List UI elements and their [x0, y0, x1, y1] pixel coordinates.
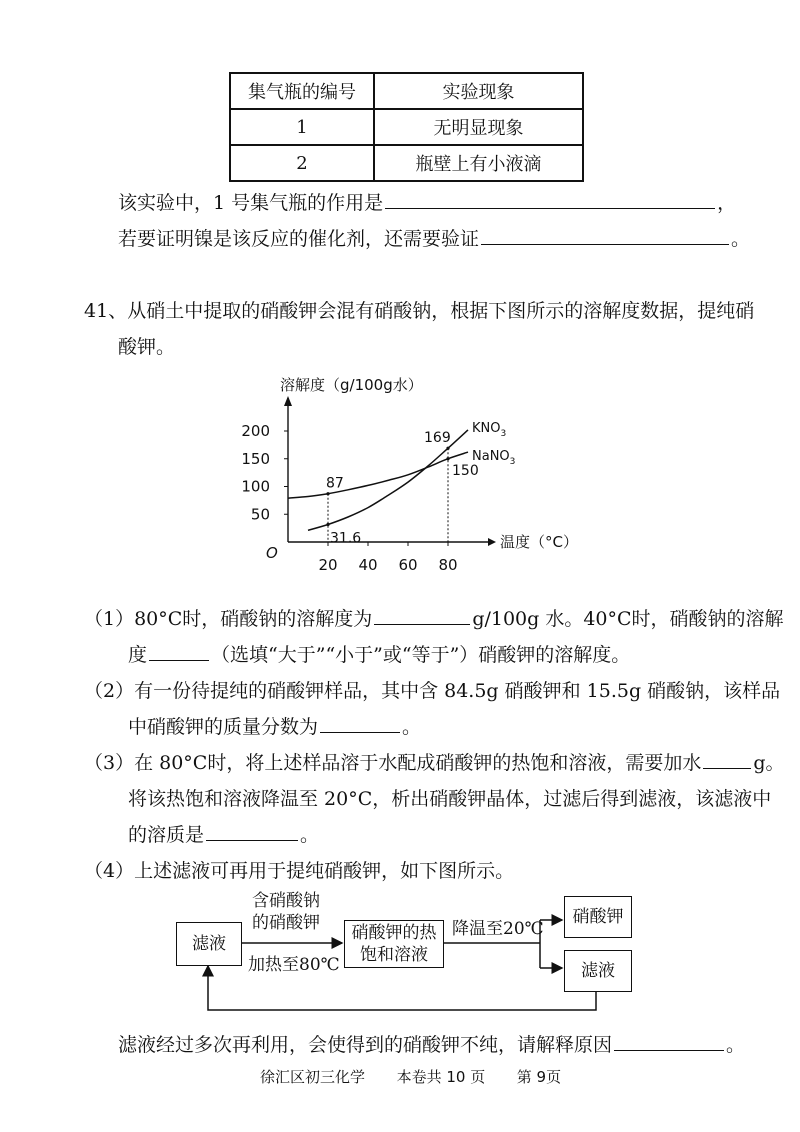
- arrow-label-cool: 降温至20℃: [452, 919, 544, 939]
- question-text: g。: [753, 752, 785, 774]
- question-text: 酸钾。: [118, 336, 176, 358]
- x-axis-label: 温度（°C）: [500, 533, 578, 551]
- question-text: 滤液经过多次再利用，会使得到的硝酸钾不纯，请解释原因: [118, 1034, 613, 1056]
- final-question-line: [118, 1030, 745, 1057]
- y-tick-label: 50: [250, 505, 270, 524]
- question-text: 将该热饱和溶液降温至 20°C，析出硝酸钾晶体，过滤后得到滤液，该滤液中: [128, 788, 772, 810]
- question-text: g/100g 水。40°C时，硝酸钠的溶解: [472, 608, 784, 630]
- punctuation: 。: [402, 716, 422, 738]
- punctuation: 。: [731, 228, 751, 250]
- table-cell: 无明显现象: [374, 109, 583, 145]
- x-tick-label: 80: [438, 556, 458, 574]
- table-cell: 瓶壁上有小液滴: [374, 145, 583, 181]
- y-tick-label: 150: [241, 449, 270, 468]
- x-tick-label: 40: [358, 556, 378, 574]
- question-text: （选填“大于”“小于”或“等于”）硝酸钾的溶解度。: [211, 644, 631, 666]
- data-label: 169: [424, 430, 451, 447]
- flow-box-label: 饱和溶液: [360, 945, 428, 965]
- data-label: 31.6: [330, 530, 362, 547]
- footer-page-number: 第 9页: [516, 1068, 562, 1086]
- flow-box-filtrate-out: [564, 950, 632, 992]
- punctuation: 。: [300, 824, 320, 846]
- arrow-label-bottom: 加热至80℃: [248, 955, 340, 975]
- arrow-label-line: 含硝酸钠: [252, 891, 320, 911]
- y-tick-label: 200: [241, 422, 270, 440]
- flow-box-filtrate-in: [176, 922, 242, 966]
- question-text: 度: [128, 644, 148, 666]
- question-text: 的溶质是: [128, 824, 205, 846]
- table-header-cell: 集气瓶的编号: [230, 73, 374, 109]
- series-label-KNO3: $KNO_3$: [472, 420, 507, 439]
- table-cell: 1: [230, 109, 374, 145]
- flow-box-label: 滤液: [581, 961, 615, 981]
- table-header-cell: 实验现象: [374, 73, 583, 109]
- flow-box-label: 滤液: [192, 934, 226, 954]
- series-label-NaNO3: NaNO$_3$: [472, 449, 516, 468]
- punctuation: 。: [726, 1034, 746, 1056]
- data-label: 150: [452, 462, 479, 479]
- question-text: 从硝土中提取的硝酸钾会混有硝酸钠，根据下图所示的溶解度数据，提纯硝: [127, 300, 755, 322]
- page-footer: [260, 1066, 561, 1087]
- y-axis-label: 溶解度（g/100g水）: [280, 376, 423, 394]
- flow-box-hot-saturated: [344, 920, 444, 968]
- flow-box-label: 硝酸钾: [572, 907, 624, 927]
- flow-box-kno3: [564, 896, 632, 938]
- question-text: （2）有一份待提纯的硝酸钾样品，其中含 84.5g 硝酸钾和 15.5g 硝酸钠，该样品: [84, 680, 781, 702]
- origin-label: O: [266, 544, 278, 562]
- x-tick-label: 60: [398, 556, 418, 574]
- footer-school: 徐汇区初三化学: [260, 1068, 366, 1086]
- data-label: 87: [326, 475, 344, 492]
- table-cell: 2: [230, 145, 374, 181]
- question-text: 中硝酸钾的质量分数为: [128, 716, 319, 738]
- flow-box-label: 硝酸钾的热: [351, 923, 437, 943]
- question-text: （1）80°C时，硝酸钠的溶解度为: [84, 608, 373, 630]
- question-text: 若要证明镍是该反应的催化剂，还需要验证: [118, 228, 480, 250]
- punctuation: ，: [717, 192, 737, 214]
- question-text: （3）在 80°C时，将上述样品溶于水配成硝酸钾的热饱和溶液，需要加水: [84, 752, 702, 774]
- question-text: 该实验中，1 号集气瓶的作用是: [118, 192, 384, 214]
- question-number: 41、: [84, 300, 128, 322]
- arrow-label-line: 的硝酸钾: [252, 913, 320, 933]
- x-tick-label: 20: [318, 556, 338, 574]
- answer-blank[interactable]: [614, 1034, 724, 1051]
- question-text: （4）上述滤液可再用于提纯硝酸钾，如下图所示。: [84, 860, 515, 882]
- y-tick-label: 100: [241, 477, 270, 496]
- footer-total-pages: 本卷共 10 页: [396, 1068, 486, 1086]
- arrow-label-top: [252, 890, 320, 934]
